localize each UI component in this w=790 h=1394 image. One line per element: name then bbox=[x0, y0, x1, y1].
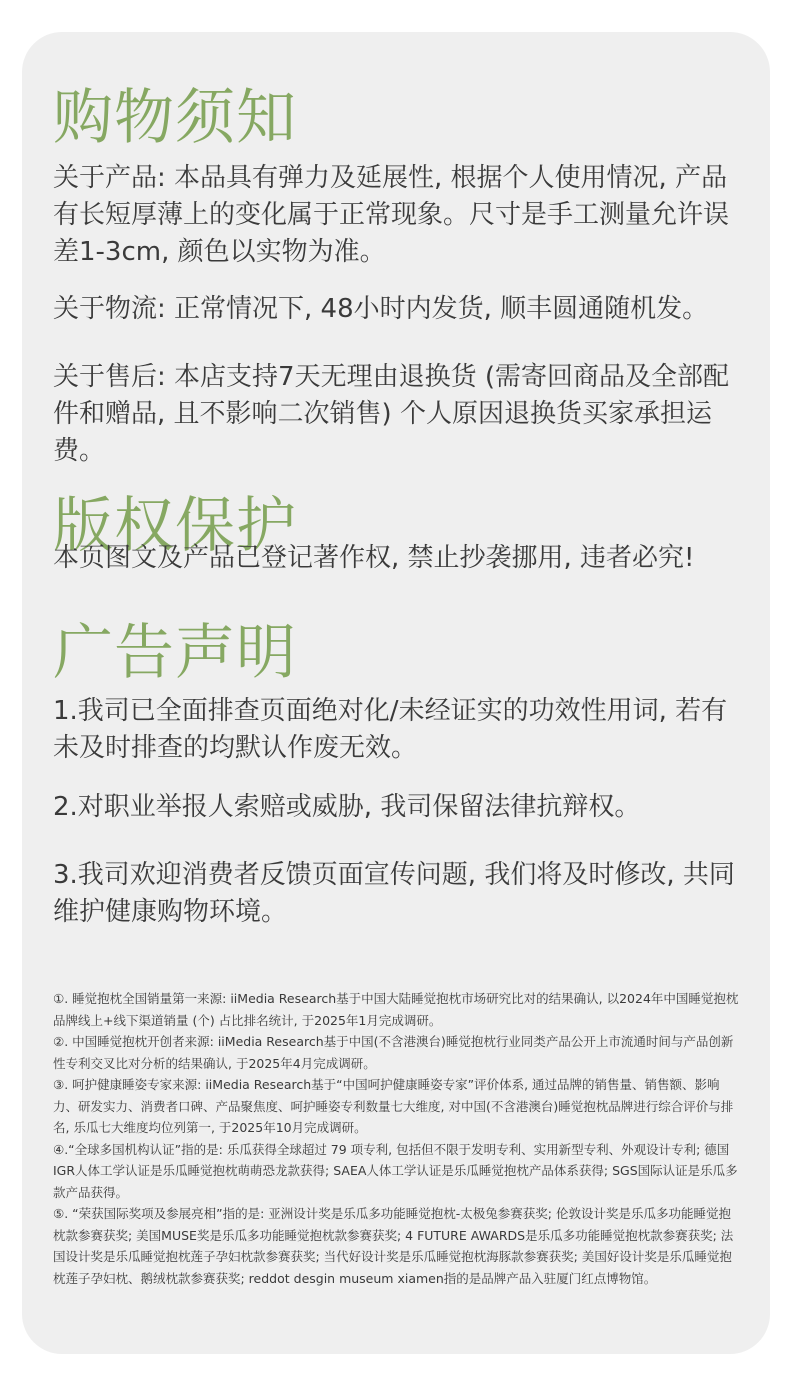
product-note: 关于产品: 本品具有弹力及延展性, 根据个人使用情况, 产品有长短厚薄上的变化属于正常现象。尺寸是手工测量允许误差1-3cm, 颜色以实物为准。 bbox=[53, 163, 730, 267]
footnote-4: ④.“全球多国机构认证”指的是: 乐瓜获得全球超过 79 项专利, 包括但不限于发明专利、实用新型专利、外观设计专利; 德国IGR人体工学认证是乐瓜睡觉抱枕萌萌恐龙款获得; SAEA人体工学认证是乐瓜睡觉抱枕产品体系获得; SGS国际认证是乐瓜多款产品获得。 bbox=[53, 1141, 738, 1200]
shopping-notice-title: 购物须知 bbox=[53, 83, 297, 153]
footnotes bbox=[53, 988, 743, 1289]
logistics-note: 关于物流: 正常情况下, 48小时内发货, 顺丰圆通随机发。 bbox=[53, 294, 709, 324]
footnote-3: ③. 呵护健康睡姿专家来源: iiMedia Research基于“中国呵护健康睡姿专家”评价体系, 通过品牌的销售量、销售额、影响力、研发实力、消费者口碑、产品聚焦度、呵护睡姿专利数量七大维度, 对中国(不含港澳台)睡觉抱枕品牌进行综合评价与排名, 乐瓜七大维度均位列第一, 于2025年10月完成调研。 bbox=[53, 1077, 734, 1135]
ad-statement-title: 广告声明 bbox=[53, 618, 297, 688]
after-sales-note: 关于售后: 本店支持7天无理由退换货 (需寄回商品及全部配件和赠品, 且不影响二次销售) 个人原因退换货买家承担运费。 bbox=[53, 362, 729, 466]
footnote-5: ⑤. “荣获国际奖项及参展亮相”指的是: 亚洲设计奖是乐瓜多功能睡觉抱枕-太极兔参赛获奖; 伦敦设计奖是乐瓜多功能睡觉抱枕款参赛获奖; 美国MUSE奖是乐瓜多功能睡觉抱枕款参赛获奖; 4 FUTURE AWARDS是乐瓜多功能睡觉抱枕款参赛获奖; 法国设计奖是乐瓜睡觉抱枕莲子孕妇枕款参赛获奖; 当代好设计奖是乐瓜睡觉抱枕海豚款参赛获奖; 美国好设计奖是乐瓜睡觉抱枕莲子孕妇枕、鹅绒枕款参赛获奖; reddot desgin museum xiamen指的是品牌产品入驻厦门红点博物馆。 bbox=[53, 1206, 734, 1286]
footnote-1: ①. 睡觉抱枕全国销量第一来源: iiMedia Research基于中国大陆睡觉抱枕市场研究比对的结果确认, 以2024年中国睡觉抱枕品牌线上+线下渠道销量 (个) 占比排名统计, 于2025年1月完成调研。 bbox=[53, 991, 739, 1028]
ad-statement-item-2: 2.对职业举报人索赔或威胁, 我司保留法律抗辩权。 bbox=[53, 792, 641, 822]
ad-statement-item-3: 3.我司欢迎消费者反馈页面宣传问题, 我们将及时修改, 共同维护健康购物环境。 bbox=[53, 860, 735, 927]
footnote-2: ②. 中国睡觉抱枕开创者来源: iiMedia Research基于中国(不含港澳台)睡觉抱枕行业同类产品公开上市流通时间与产品创新性专利交叉比对分析的结果确认, 于2025年4月完成调研。 bbox=[53, 1034, 734, 1071]
copyright-title: 版权保护 bbox=[53, 491, 297, 561]
ad-statement-item-1: 1.我司已全面排查页面绝对化/未经证实的功效性用词, 若有未及时排查的均默认作废无效。 bbox=[53, 696, 728, 763]
copyright-note: 本页图文及产品已登记著作权, 禁止抄袭挪用, 违者必究! bbox=[53, 543, 695, 573]
notice-card bbox=[22, 32, 770, 1354]
